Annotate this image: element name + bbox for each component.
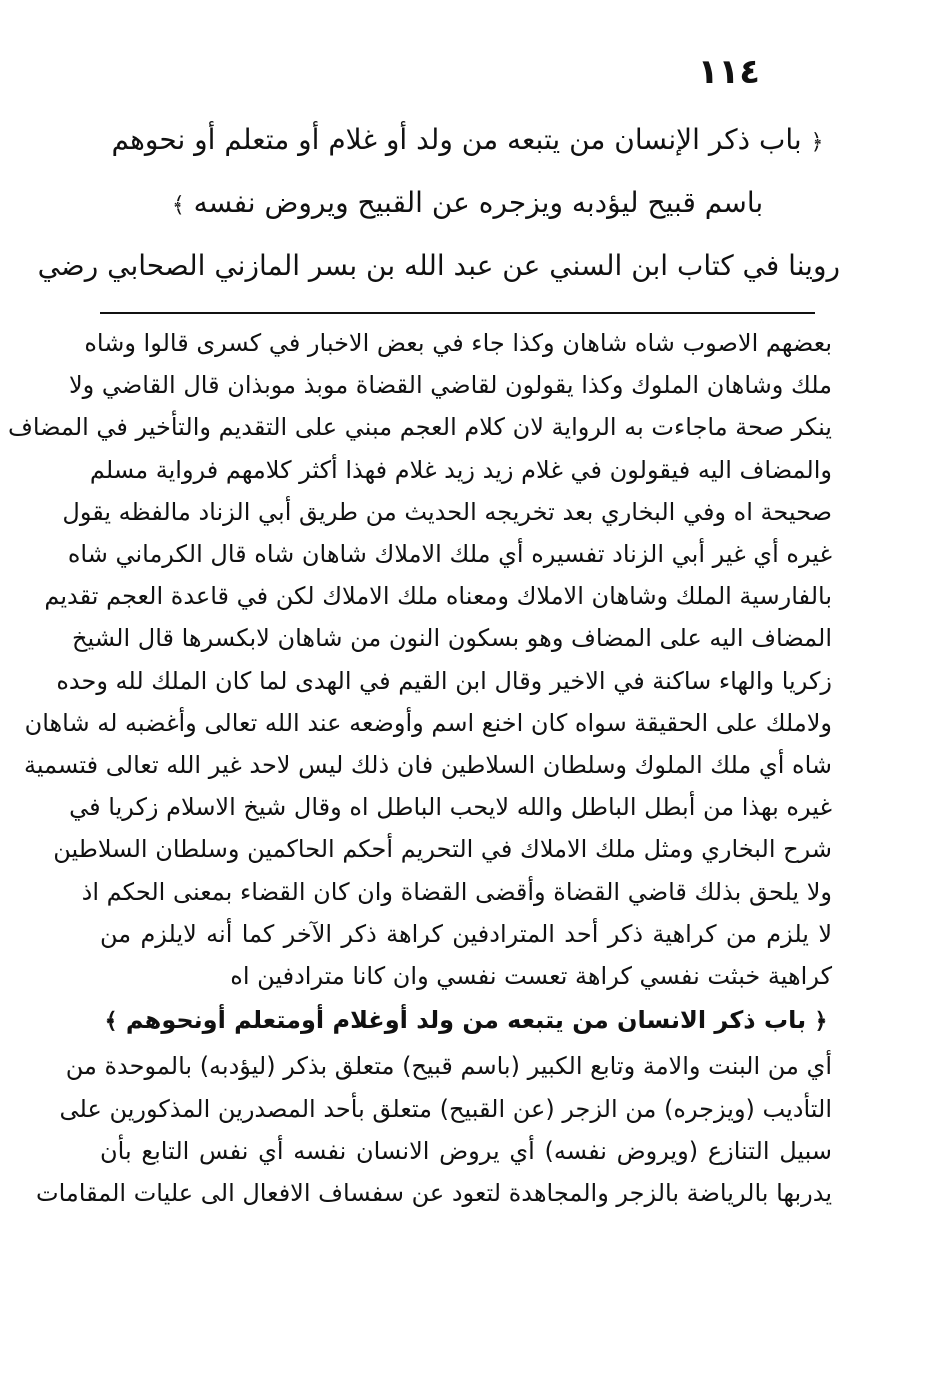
- commentary-heading-text: باب ذكر الانسان من يتبعه من ولد أوغلام أومتعلم أونحوهم: [125, 1006, 807, 1035]
- matn-block: [37, 110, 840, 296]
- commentary-line: شرح البخاري ومثل ملك الاملاك في التحريم أحكم الحاكمين وسلطان السلاطين: [53, 835, 832, 864]
- page-number: ١١٤: [697, 52, 760, 92]
- commentary-line: كراهية خبثت نفسي كراهة تعست نفسي وان كانا مترادفين اه: [230, 962, 832, 991]
- commentary-line: ولا يلحق بذلك قاضي القضاة وأقضى القضاة وان كان القضاء بمعنى الحكم اذ: [81, 877, 832, 906]
- matn-line: روينا في كتاب ابن السني عن عبد الله بن بسر المازني الصحابي رضي: [37, 249, 840, 282]
- commentary-line: شاه أي ملك الملوك وسلطان السلاطين فان ذلك ليس لاحد غير الله تعالى فتسمية: [24, 751, 832, 780]
- commentary-block: [7, 322, 832, 1214]
- commentary-line: زكريا والهاء ساكنة في الاخير وقال ابن القيم في الهدى لما كان الملك لله وحده: [56, 666, 832, 695]
- matn-chapter-title: باب ذكر الإنسان من يتبعه من ولد أو غلام أو متعلم أو نحوهم: [111, 123, 802, 156]
- commentary-line: يدربها بالرياضة بالزجر والمجاهدة لتعود عن سفساف الافعال الى عليات المقامات: [36, 1179, 832, 1208]
- commentary-line: بعضهم الاصوب شاه شاهان وكذا جاء في بعض الاخبار في كسرى قالوا وشاه: [84, 329, 832, 357]
- commentary-line: المضاف اليه على المضاف وهو بسكون النون من شاهان لابكسرها قال الشيخ: [72, 624, 832, 653]
- ornament-open-icon: ﴿: [810, 130, 824, 155]
- commentary-line: ولاملك على الحقيقة سواه كان اخنع اسم وأوضعه عند الله تعالى وأغضبه له شاهان: [24, 708, 832, 737]
- matn-line: [95, 110, 840, 173]
- commentary-line: صحيحة اه وفي البخاري بعد تخريجه الحديث من طريق أبي الزناد مالفظه يقول: [62, 497, 832, 526]
- commentary-line: سبيل التنازع (ويروض نفسه) أي يروض الانسان نفسه أي نفس التابع بأن: [100, 1136, 832, 1165]
- commentary-chapter-heading: [100, 999, 832, 1043]
- commentary-line: والمضاف اليه فيقولون في غلام زيد زيد غلام فهذا أكثر كلامهم فرواية مسلم: [89, 455, 832, 484]
- commentary-line: بالفارسية الملك وشاهان الاملاك ومعناه ملك الاملاك لكن في قاعدة العجم تقديم: [44, 582, 832, 611]
- commentary-line: ملك وشاهان الملوك وكذا يقولون لقاضي القضاة موبذ موبذان قال القاضي ولا: [68, 371, 832, 400]
- matn-line: [95, 173, 840, 236]
- commentary-line: التأديب (ويزجره) من الزجر (عن القبيح) متعلق بأحد المصدرين المذكورين على: [59, 1094, 832, 1123]
- commentary-line: أي من البنت والامة وتابع الكبير (باسم قبيح) متعلق بذكر (ليؤدبه) بالموحدة من: [65, 1052, 832, 1081]
- commentary-line: غيره بهذا من أبطل الباطل والله لايحب الباطل اه وقال شيخ الاسلام زكريا في: [69, 793, 832, 822]
- commentary-line: لا يلزم من كراهية ذكر أحد المترادفين كراهة ذكر الآخر كما أنه لايلزم من: [100, 919, 832, 948]
- matn-chapter-title-cont: باسم قبيح ليؤدبه ويزجره عن القبيح ويروض نفسه: [193, 186, 764, 219]
- commentary-line: غيره أي غير أبي الزناد تفسيره أي ملك الاملاك شاهان شاه قال الكرماني شاه: [67, 540, 832, 569]
- ornament-close-icon: ﴾: [104, 1009, 118, 1035]
- commentary-line: ينكر صحة ماجاءت به الرواية لان كلام العجم مبني على التقديم والتأخير في المضاف: [7, 413, 832, 442]
- separator-rule: [100, 312, 815, 314]
- ornament-close-icon: ﴾: [171, 193, 185, 218]
- ornament-open-icon: ﴿: [814, 1009, 828, 1035]
